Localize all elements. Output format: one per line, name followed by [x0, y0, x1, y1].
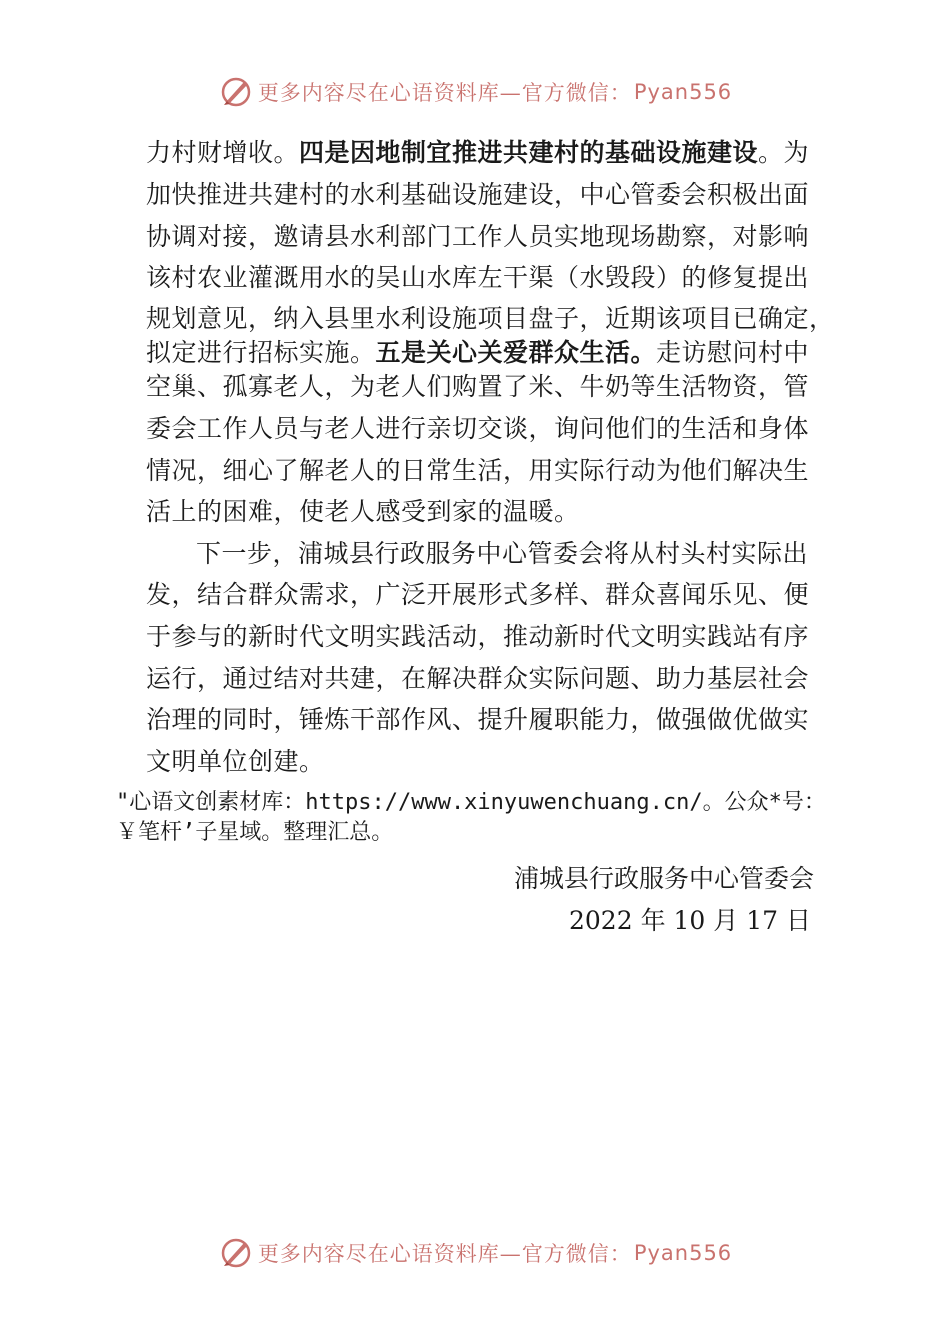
body-line-15: 治理的同时，锤炼干部作风、提升履职能力，做强做优做实	[146, 705, 810, 734]
brush-logo-icon	[218, 74, 254, 110]
banner-text: 更多内容尽在心语资料库—	[257, 1242, 522, 1266]
body-line-16: 文明单位创建。	[146, 747, 325, 776]
footer-watermark-banner	[0, 1233, 950, 1273]
banner-wechat-id: Pyan556	[633, 80, 733, 104]
body-bold-heading: 五是关心关爱群众生活。	[375, 338, 657, 367]
banner-text: 更多内容尽在心语资料库—	[257, 81, 522, 105]
body-bold-heading: 四是因地制宜推进共建村的基础设施建设	[299, 138, 759, 167]
header-watermark-banner	[0, 72, 950, 112]
banner-wechat-label: 官方微信：	[521, 81, 632, 105]
body-line-2: 加快推进共建村的水利基础设施建设，中心管委会积极出面	[146, 180, 810, 209]
body-line-14: 运行，通过结对共建，在解决群众实际问题、助力基层社会	[146, 664, 810, 693]
body-text: 力村财增收。	[146, 138, 300, 167]
source-note-line-1: "心语文创素材库：https://www.xinyuwenchuang.cn/。公众*号：	[116, 790, 826, 815]
body-line-12: 发，结合群众需求，广泛开展形式多样、群众喜闻乐见、便	[146, 580, 810, 609]
body-text: 拟定进行招标实施。	[146, 338, 376, 367]
body-text: 走访慰问村中	[656, 338, 810, 367]
brush-logo-icon	[218, 1235, 254, 1271]
source-note-line-2: ￥笔杆’子星域。整理汇总。	[116, 820, 394, 845]
body-line-4: 该村农业灌溉用水的吴山水库左干渠（水毁段）的修复提出	[146, 263, 810, 292]
body-text: 。为	[758, 138, 810, 167]
body-line-6	[146, 336, 809, 370]
signature-date: 2022 年 10 月 17 日	[569, 906, 811, 935]
banner-wechat-label: 官方微信：	[521, 1242, 632, 1266]
body-line-8: 委会工作人员与老人进行亲切交谈，询问他们的生活和身体	[146, 414, 810, 443]
body-line-11: 下一步，浦城县行政服务中心管委会将从村头村实际出	[196, 539, 809, 568]
body-line-13: 于参与的新时代文明实践活动，推动新时代文明实践站有序	[146, 622, 810, 651]
banner-wechat-id: Pyan556	[633, 1241, 733, 1265]
body-line-3: 协调对接，邀请县水利部门工作人员实地现场勘察，对影响	[146, 222, 810, 251]
body-line-7: 空巢、孤寡老人，为老人们购置了米、牛奶等生活物资，管	[146, 372, 810, 401]
body-line-5: 规划意见，纳入县里水利设施项目盘子，近期该项目已确定，	[146, 304, 835, 333]
signature-org: 浦城县行政服务中心管委会	[514, 864, 815, 893]
body-line-9: 情况，细心了解老人的日常生活，用实际行动为他们解决生	[146, 456, 810, 485]
body-line-1	[146, 136, 809, 170]
body-line-10: 活上的困难，使老人感受到家的温暖。	[146, 497, 580, 526]
